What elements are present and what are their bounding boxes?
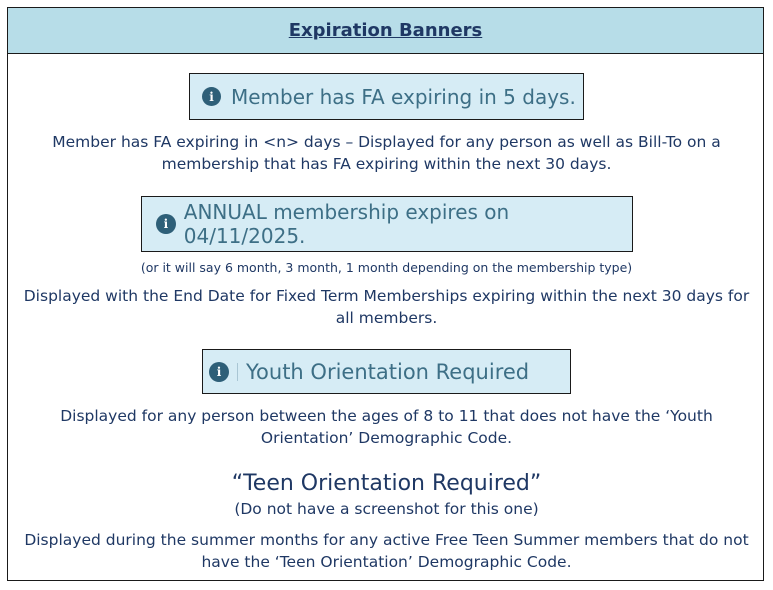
annual-membership-banner bbox=[141, 196, 633, 252]
fa-expiring-description: Member has FA expiring in <n> days – Displayed for any person as well as Bill-To on a membership that has FA expiring within the next 30 days. bbox=[52, 133, 721, 173]
info-icon: i bbox=[202, 87, 221, 106]
fa-expiring-banner bbox=[189, 73, 584, 120]
info-icon: i bbox=[209, 362, 229, 382]
banner-text: Youth Orientation Required bbox=[246, 359, 530, 384]
membership-type-note: (or it will say 6 month, 3 month, 1 month depending on the membership type) bbox=[140, 260, 633, 275]
expiration-banners-table bbox=[7, 7, 764, 581]
youth-orientation-banner bbox=[202, 349, 571, 394]
banner-text: Member has FA expiring in 5 days. bbox=[231, 84, 576, 109]
banner-divider bbox=[237, 363, 238, 381]
annual-membership-description: Displayed with the End Date for Fixed Term Memberships expiring within the next 30 days for all members. bbox=[23, 287, 750, 327]
info-icon: i bbox=[156, 214, 176, 234]
banner-text: ANNUAL membership expires on 04/11/2025. bbox=[183, 200, 510, 248]
teen-orientation-description: Displayed during the summer months for any active Free Teen Summer members that do not have the ‘Teen Orientation’ Demographic Code. bbox=[24, 531, 749, 571]
table-header bbox=[8, 8, 763, 54]
no-screenshot-note: (Do not have a screenshot for this one) bbox=[234, 500, 539, 518]
youth-orientation-description: Displayed for any person between the ages of 8 to 11 that does not have the ‘Youth Orientation’ Demographic Code. bbox=[60, 407, 713, 447]
teen-orientation-title: “Teen Orientation Required” bbox=[231, 471, 542, 496]
table-title: Expiration Banners bbox=[288, 20, 483, 41]
